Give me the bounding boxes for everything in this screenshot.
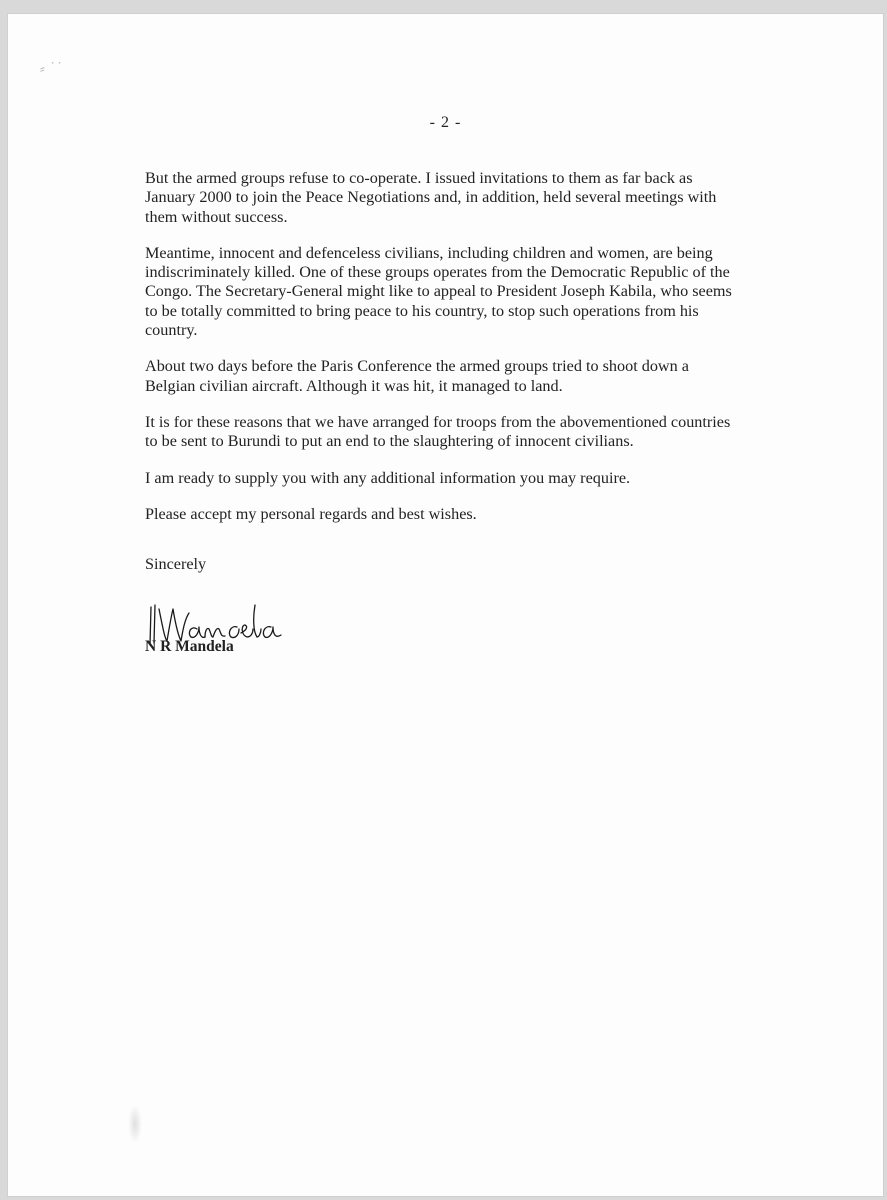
letter-page (8, 14, 883, 1196)
paragraph-regards: Please accept my personal regards and best wishes. (145, 504, 477, 523)
closing: Sincerely (145, 555, 207, 573)
paper-smudge (128, 1104, 142, 1144)
scan-artifact-mark: ⸗ ˙˙ (40, 61, 64, 77)
paragraph-information: I am ready to supply you with any additional information you may require. (145, 468, 631, 487)
letter-body (145, 169, 735, 541)
paragraph-troops: It is for these reasons that we have arranged for troops from the abovementioned countries to be sent to Burundi to put an end to the slaughtering of innocent civilians. (145, 412, 731, 451)
page-number: - 2 - (429, 114, 462, 131)
paragraph-civilians: Meantime, innocent and defenceless civilians, including children and women, are being indiscriminately killed. One of these groups operates from the Democratic Republic of the Congo. The Secretary-General might like to appeal to President Joseph Kabila, who seems to be totally committed to bring peace to his country, to stop such operations from his country. (145, 243, 732, 340)
paragraph-aircraft: About two days before the Paris Conference the armed groups tried to shoot down a Belgian civilian aircraft. Although it was hit, it managed to land. (145, 357, 689, 395)
paragraph-armed-groups: But the armed groups refuse to co-operate. I issued invitations to them as far back as January 2000 to join the Peace Negotiations and, in addition, held several meetings with them without success. (145, 169, 717, 226)
signatory-name: N R Mandela (145, 638, 234, 655)
